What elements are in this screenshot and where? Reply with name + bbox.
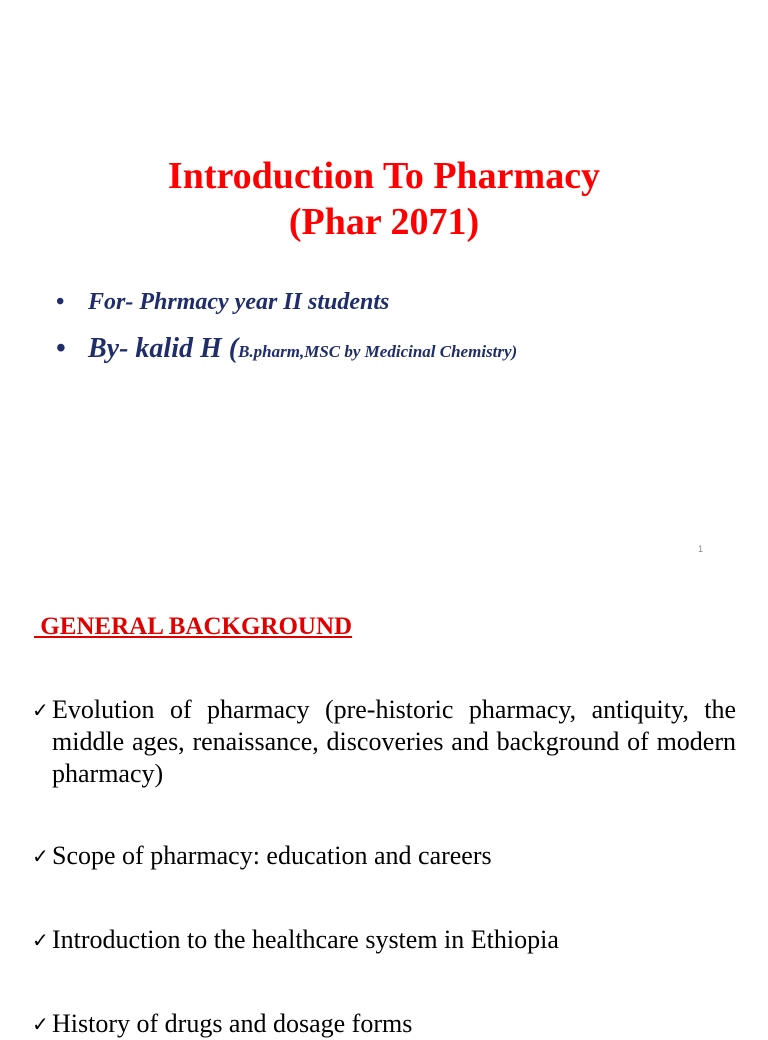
list-item	[32, 840, 736, 872]
checkmark-icon: ✓	[32, 844, 49, 868]
title-line-1: Introduction To Pharmacy	[167, 155, 601, 197]
audience-author-list	[56, 282, 517, 379]
checkmark-icon: ✓	[32, 928, 49, 952]
list-item	[32, 694, 736, 790]
bullet-author	[56, 322, 517, 379]
bullet-audience	[56, 282, 517, 322]
list-item	[32, 924, 736, 956]
content-slide	[0, 576, 768, 1038]
topic-checklist	[32, 694, 736, 1040]
bullet-author-credentials: B.pharm,MSC by Medicinal Chemistry)	[238, 342, 518, 361]
list-item-text: History of drugs and dosage forms	[52, 1009, 413, 1038]
bullet-icon: •	[56, 289, 65, 315]
bullet-icon: •	[56, 333, 66, 364]
list-item	[32, 1008, 736, 1040]
checkmark-icon: ✓	[32, 1012, 49, 1036]
bullet-audience-text: For- Phrmacy year II students	[88, 289, 390, 315]
page-number: 1	[698, 544, 704, 554]
list-item-text: Introduction to the healthcare system in Ethiopia	[52, 925, 559, 954]
section-heading: GENERAL BACKGROUND	[34, 613, 353, 640]
checkmark-icon: ✓	[32, 698, 49, 722]
list-item-text: Scope of pharmacy: education and careers	[52, 841, 492, 870]
list-item-text: Evolution of pharmacy (pre-historic pharmacy, antiquity, the middle ages, renaissance, discoveries and background of modern pharmacy)	[52, 695, 736, 788]
title-line-2: (Phar 2071)	[288, 201, 480, 243]
bullet-author-text: By- kalid H (	[88, 333, 239, 364]
slide-title	[0, 153, 768, 245]
